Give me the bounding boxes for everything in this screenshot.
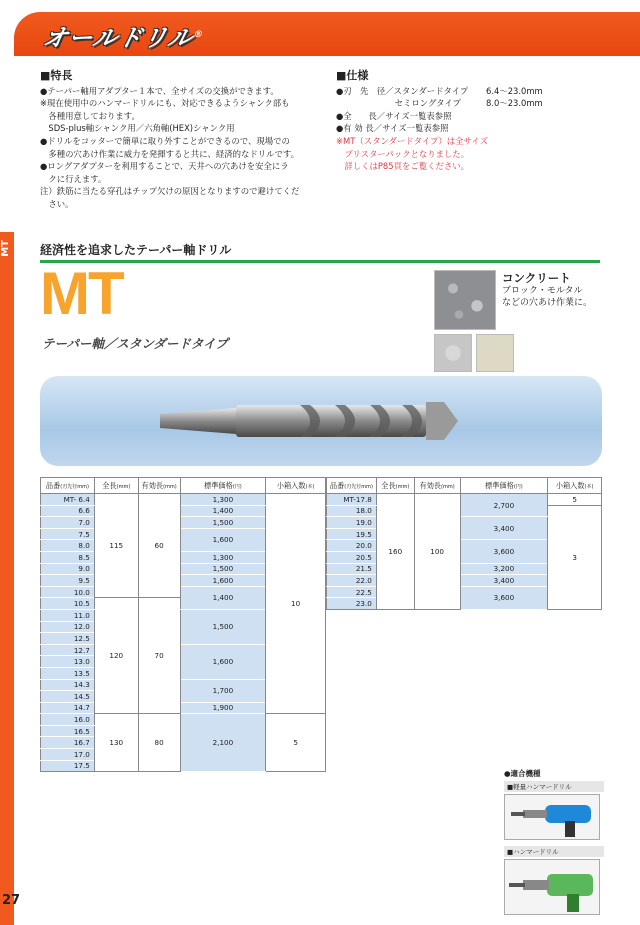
concrete-sample-image <box>434 270 496 330</box>
item-code-cell: 7.5 <box>41 528 95 540</box>
spec-row <box>336 110 606 123</box>
price-cell: 2,100 <box>180 714 266 772</box>
price-cell: 2,700 <box>460 494 548 517</box>
specs-section <box>336 70 606 173</box>
feature-line: ●ロングアダプターを利用することで、天井への穴あけを安全にラ <box>40 161 289 172</box>
box-quantity-cell: 5 <box>266 714 326 772</box>
brand-logo: オールドリル® <box>40 24 205 52</box>
price-cell: 1,400 <box>180 586 266 609</box>
item-code-cell: 9.0 <box>41 563 95 575</box>
feature-line: 多種の穴あけ作業に威力を発揮すると共に、経済的なドリルです。 <box>40 148 299 159</box>
spec-row <box>336 97 606 110</box>
spec-note-line: 詳しくはP85頁をご覧ください。 <box>336 161 469 172</box>
features-heading: ■特長 <box>40 69 73 82</box>
total-length-cell: 120 <box>94 598 138 714</box>
box-quantity-cell: 3 <box>548 505 602 609</box>
size-table-right <box>326 477 602 610</box>
item-code-cell: 20.5 <box>327 551 377 563</box>
spec-value: 8.0～23.0mm <box>486 98 543 109</box>
item-code-cell: 16.5 <box>41 725 95 737</box>
col-total: 全長(mm) <box>376 478 414 494</box>
item-code-cell: 23.0 <box>327 598 377 610</box>
box-quantity-cell: 10 <box>266 494 326 714</box>
item-code-cell: 22.0 <box>327 575 377 587</box>
col-code: 品番(刃先径mm) <box>327 478 377 494</box>
price-cell: 1,900 <box>180 702 266 714</box>
price-cell: 1,500 <box>180 609 266 644</box>
price-cell: 1,300 <box>180 494 266 506</box>
price-cell: 3,400 <box>460 517 548 540</box>
table-row <box>41 714 326 726</box>
price-cell: 1,600 <box>180 644 266 679</box>
drill-photo-panel <box>40 376 602 466</box>
feature-line: 注）鉄筋に当たる穿孔はチップ欠けの原因となりますので避けてくだ <box>40 186 300 197</box>
item-code-cell: 14.5 <box>41 691 95 703</box>
drill-bit-image <box>40 376 602 466</box>
item-code-cell: 14.7 <box>41 702 95 714</box>
item-code-cell: MT-17.8 <box>327 494 377 506</box>
spec-label: ●全 長／サイズ一覧表参照 <box>336 110 452 121</box>
price-cell: 3,400 <box>460 575 548 587</box>
tool-label-light-hammer-drill: ■軽量ハンマードリル <box>504 781 604 792</box>
box-quantity-cell: 5 <box>548 494 602 506</box>
price-cell: 1,500 <box>180 563 266 575</box>
feature-line: クに行えます。 <box>40 173 107 184</box>
col-code: 品番(刃先径mm) <box>41 478 95 494</box>
compatible-tools <box>504 768 604 915</box>
feature-line: 各種用意しております。 <box>40 110 140 121</box>
spec-note-line: ブリスターパックとなりました。 <box>336 148 470 159</box>
total-length-cell: 160 <box>376 494 414 610</box>
price-cell: 1,700 <box>180 679 266 702</box>
item-code-cell: 12.0 <box>41 621 95 633</box>
price-cell: 1,600 <box>180 528 266 551</box>
feature-line: さい。 <box>40 198 74 209</box>
material-title: コンクリート <box>502 271 571 285</box>
item-code-cell: 16.0 <box>41 714 95 726</box>
specs-heading: ■仕様 <box>336 69 369 82</box>
price-cell: 3,200 <box>460 563 548 575</box>
col-effective: 有効長(mm) <box>138 478 180 494</box>
item-code-cell: 6.6 <box>41 505 95 517</box>
spec-row <box>336 85 606 98</box>
item-code-cell: 13.5 <box>41 667 95 679</box>
features-list <box>40 85 330 211</box>
product-name: MT <box>40 260 123 327</box>
spec-value: 6.4～23.0mm <box>486 85 543 96</box>
mortar-sample-image <box>476 334 514 372</box>
col-total: 全長(mm) <box>94 478 138 494</box>
price-cell: 1,600 <box>180 575 266 587</box>
effective-length-cell: 60 <box>138 494 180 598</box>
light-hammer-drill-image <box>504 794 600 840</box>
item-code-cell: 21.5 <box>327 563 377 575</box>
feature-line: ※現在使用中のハンマードリルにも、対応できるようシャンク部も <box>40 98 290 109</box>
spec-note-line: ※MT（スタンダードタイプ）は全サイズ <box>336 135 489 146</box>
item-code-cell: 8.5 <box>41 551 95 563</box>
spec-label: セミロングタイプ <box>336 98 461 109</box>
col-price: 標準価格(円) <box>460 478 548 494</box>
item-code-cell: 11.0 <box>41 609 95 621</box>
col-price: 標準価格(円) <box>180 478 266 494</box>
price-cell: 1,500 <box>180 517 266 529</box>
side-tab <box>0 232 14 925</box>
item-code-cell: 19.5 <box>327 528 377 540</box>
page-header <box>0 0 640 62</box>
product-rule <box>40 241 600 263</box>
block-sample-image <box>434 334 472 372</box>
tool-label-hammer-drill: ■ハンマードリル <box>504 846 604 857</box>
total-length-cell: 115 <box>94 494 138 598</box>
page-number: 27 <box>2 893 21 908</box>
item-code-cell: MT- 6.4 <box>41 494 95 506</box>
item-code-cell: 8.0 <box>41 540 95 552</box>
item-code-cell: 14.3 <box>41 679 95 691</box>
item-code-cell: 10.5 <box>41 598 95 610</box>
total-length-cell: 130 <box>94 714 138 772</box>
item-code-cell: 22.5 <box>327 586 377 598</box>
price-cell: 1,300 <box>180 551 266 563</box>
effective-length-cell: 100 <box>414 494 460 610</box>
effective-length-cell: 70 <box>138 598 180 714</box>
spec-label: ●有 効 長／サイズ一覧表参照 <box>336 123 449 134</box>
item-code-cell: 12.7 <box>41 644 95 656</box>
price-cell: 1,400 <box>180 505 266 517</box>
hammer-drill-image <box>504 859 600 915</box>
specs-note <box>336 135 606 173</box>
price-cell: 3,600 <box>460 586 548 609</box>
item-code-cell: 16.7 <box>41 737 95 749</box>
item-code-cell: 20.0 <box>327 540 377 552</box>
item-code-cell: 9.5 <box>41 575 95 587</box>
product-tagline: 経済性を追求したテーパー軸ドリル <box>40 243 232 257</box>
price-cell: 3,600 <box>460 540 548 563</box>
effective-length-cell: 80 <box>138 714 180 772</box>
item-code-cell: 18.0 <box>327 505 377 517</box>
table-row <box>41 494 326 506</box>
col-box: 小箱入数(本) <box>266 478 326 494</box>
table-row <box>327 494 602 506</box>
tools-heading: ●適合機種 <box>504 769 541 778</box>
side-tab-label: MT <box>0 240 11 257</box>
item-code-cell: 17.0 <box>41 749 95 761</box>
material-description: ブロック・モルタル などの穴あけ作業に。 <box>502 286 593 308</box>
item-code-cell: 10.0 <box>41 586 95 598</box>
specs-list <box>336 85 606 135</box>
feature-line: SDS-plus軸シャンク用／六角軸(HEX)シャンク用 <box>40 123 235 134</box>
features-section <box>40 70 330 211</box>
item-code-cell: 19.0 <box>327 517 377 529</box>
item-code-cell: 17.5 <box>41 760 95 772</box>
item-code-cell: 13.0 <box>41 656 95 668</box>
col-effective: 有効長(mm) <box>414 478 460 494</box>
item-code-cell: 7.0 <box>41 517 95 529</box>
spec-label: ●刃 先 径／スタンダードタイプ <box>336 85 469 96</box>
item-code-cell: 12.5 <box>41 633 95 645</box>
spec-row <box>336 122 606 135</box>
product-subtitle: テーパー軸／スタンダードタイプ <box>42 336 228 351</box>
feature-line: ●ドリルをコッターで簡単に取り外すことができるので、現場での <box>40 135 290 146</box>
col-box: 小箱入数(本) <box>548 478 602 494</box>
feature-line: ●テーパー軸用アダプター１本で、全サイズの交換ができます。 <box>40 85 279 96</box>
size-table-left <box>40 477 326 772</box>
